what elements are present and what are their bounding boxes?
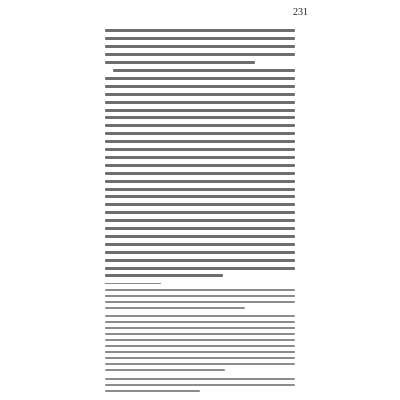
text-line xyxy=(105,172,295,175)
text-line xyxy=(105,301,295,303)
text-line xyxy=(105,180,295,183)
text-line xyxy=(105,109,295,112)
text-line xyxy=(105,357,295,359)
text-line xyxy=(105,227,295,230)
text-line xyxy=(105,101,295,104)
text-line xyxy=(105,267,295,270)
text-line xyxy=(105,243,295,246)
text-line xyxy=(105,384,295,386)
text-line xyxy=(105,93,295,96)
text-line xyxy=(105,37,295,40)
text-line xyxy=(105,289,295,291)
text-line xyxy=(105,148,295,151)
text-line xyxy=(105,124,295,127)
footnote-separator xyxy=(105,283,161,284)
text-line xyxy=(105,188,295,191)
text-line xyxy=(105,132,295,135)
text-line xyxy=(105,259,295,262)
text-line xyxy=(105,235,295,238)
text-line xyxy=(105,219,295,222)
text-line xyxy=(105,61,255,64)
text-line xyxy=(105,295,295,297)
text-line xyxy=(105,327,295,329)
text-line xyxy=(105,378,295,380)
text-line xyxy=(105,274,223,277)
footnote-text xyxy=(0,0,1,1)
text-line xyxy=(105,85,295,88)
text-line xyxy=(105,333,295,335)
text-line xyxy=(105,164,295,167)
text-line xyxy=(105,315,295,317)
text-line xyxy=(105,53,295,56)
text-line xyxy=(105,307,245,309)
text-line xyxy=(105,116,295,119)
text-line xyxy=(105,321,295,323)
text-line xyxy=(105,369,225,371)
text-line xyxy=(105,29,295,32)
text-line xyxy=(105,77,295,80)
text-line xyxy=(105,140,295,143)
text-line xyxy=(105,390,200,392)
text-line xyxy=(105,363,295,365)
text-line xyxy=(105,251,295,254)
text-line xyxy=(105,351,295,353)
running-header-title xyxy=(180,8,290,17)
text-line xyxy=(105,195,295,198)
text-line xyxy=(105,203,295,206)
page-number: 231 xyxy=(293,7,308,18)
text-line xyxy=(105,345,295,347)
text-line xyxy=(105,211,295,214)
text-line xyxy=(113,69,295,72)
text-line xyxy=(105,339,295,341)
text-line xyxy=(105,45,295,48)
text-line xyxy=(105,156,295,159)
